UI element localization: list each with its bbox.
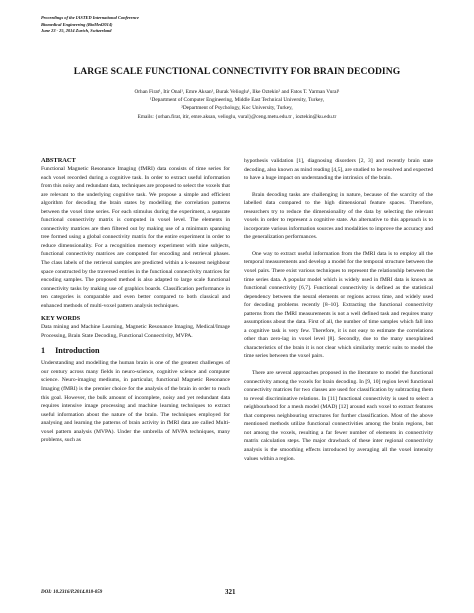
introduction-paragraph-1: Understanding and modelling the human brain is one of the greatest challenges of our century across many fields in neuro-science, cognitive science and computer science. Neuro-imaging mediums, in particular, functional Magnetic Resonance Imaging (fMRI) is the premier choice for the analysis of the brain in order to reach this goal. However, the bulk amount of incomplete, noisy and yet redundant data requires intensive image processing and machine learning techniques to extract useful information about the nature of the brain. The techniques employed for analysing and learning the patterns of brain activity in fMRI data are called Multi-voxel pattern analysis (MVPA). Under the umbrella of MVPA techniques, many problems, such as [41, 360, 230, 444]
conference-dates: June 23 - 25, 2014 Zurich, Switzerland [41, 28, 112, 34]
abstract-text: Functional Magnetic Resonance Imaging (fMRI) data consists of time series for each voxel recorded during a cognitive task. In order to extract useful information from this noisy and redundant data, techniques are proposed to select the voxels that are relevant to the underlying cognitive task. We propose a simple and efficient algorithm for decoding the brain states by modelling the correlation patterns between the voxel time series. For each stimulus during the experiment, a separate functional connectivity matrix is computed in voxel level. The elements in connectivity matrices are then filtered out by making use of a minimum spanning tree formed using a global connectivity matrix for the entire experiment in order to reduce dimensionality. For a recognition memory experiment with nine subjects, functional connectivity matrices are computed for encoding and retrieval phases. The class labels of the retrieval samples are predicted within a k-nearest neighbour space constructed by the traversed entries in the functional connectivity matrices for encoding samples. The proposed method is also adapted to large scale functional connectivity tasks by making use of graphics boards. Classification performance in ten categories is comparable and even better compared to both classical and enhanced methods of multi-voxel pattern analysis techniques. [41, 166, 230, 309]
right-paragraph-1: hypothesis validation [1], diagnosing disorders [2, 3] and recently brain state decoding, also known as mind reading [4,5], are studied to be resolved and expected to have a huge impact on understanding the intrinsics of the brain. [244, 158, 433, 182]
conference-header [41, 15, 139, 35]
paper-title: LARGE SCALE FUNCTIONAL CONNECTIVITY FOR BRAIN DECODING [73, 66, 401, 77]
section-number: 1 [41, 346, 46, 356]
right-column [244, 157, 433, 463]
author-block [0, 88, 474, 121]
right-paragraph-2: Brain decoding tasks are challenging in nature, because of the scarcity of the labelled data compared to the high dimensional feature spaces. Therefore, researchers try to reduce the dimensionality of the data by selecting the relevant voxels in order to represent a cognitive state. An alternative to this approach is to incorporate various information sources and modalities to improve the accuracy and the generalization performances. [244, 191, 433, 241]
affiliation-2: ²Department of Psychology, Koc University, Turkey, [181, 105, 293, 112]
conference-name: Proceedings of the IASTED International Conference [41, 15, 139, 20]
conference-track: Biomedical Engineering (BioMed2014) [41, 21, 113, 27]
abstract-heading: ABSTRACT [41, 157, 76, 164]
affiliation-1: ¹Department of Computer Engineering, Middle East Technical University, Turkey, [149, 97, 325, 104]
keywords-heading: KEY WORDS [41, 315, 81, 323]
page-number: 321 [225, 588, 236, 596]
keywords-text: Data mining and Machine Learning, Magnetic Resonance Imaging, Medical/Image Processing, Brain State Decoding, Functional Connectivity, MVPA. [41, 324, 230, 339]
author-emails: Emails: {orhan.firat, itir, emre.aksan, velioglu, vural}@ceng.metu.edu.tr , ioztekin@ku.edu.tr [137, 113, 337, 120]
left-column [41, 157, 230, 445]
introduction-heading [41, 346, 230, 356]
right-paragraph-3: One way to extract useful information from the fMRI data is to employ all the temporal measurements and develop a model for the temporal structure between the voxel pairs. There exist various techniques to represent the relationship between the time series data. A popular model which is widely used in fMRI data is known as functional connectivity [6,7]. Functional connectivity is defined as the statistical dependency between the neural elements or regions across time, and widely used for decoding problems recently [8–10]. Extracting the functional connectivity patterns from the fMRI measurements is not a well defined task and requires many assumptions about the data. First of all, the number of time samples which fall into a cognitive task is very few. Therefore, it is not easy to estimate the correlations other than zero-lag in voxel level [8]. Secondly, due to the many unexplained characteristics of the brain it is not clear which similarity metric suits to model the time series between the voxel pairs. [244, 250, 433, 360]
section-title: Introduction [55, 346, 100, 356]
right-paragraph-4: There are several approaches proposed in the literature to model the functional connectivity among the voxels for brain decoding. In [9, 10] region level functional connectivity matrices for two classes are used for classification by subtracting them to reveal discriminative relations. In [11] functional connectivity is used to select a neighbourhood for a mesh model (MAD) [12] around each voxel to extract features that compress neighbouring structures for further classification. Most of the above mentioned methods utilize functional connectivities among the brain regions, but not among the voxels, resulting a far fewer number of elements in connectivity matrix calculation steps. The major drawback of these inter regional connectivity analysis is the smoothing effects introduced by averaging all the voxel intensity values within a region. [244, 370, 433, 462]
doi-label: DOI: 10.2316/P.2014.818-059 [41, 590, 103, 595]
author-names: Orhan Firat¹, Itir Onal¹, Emre Aksan¹, Burak Velioglu¹, Ilke Oztekin² and Fatos T. Yarman Vural¹ [134, 89, 340, 95]
